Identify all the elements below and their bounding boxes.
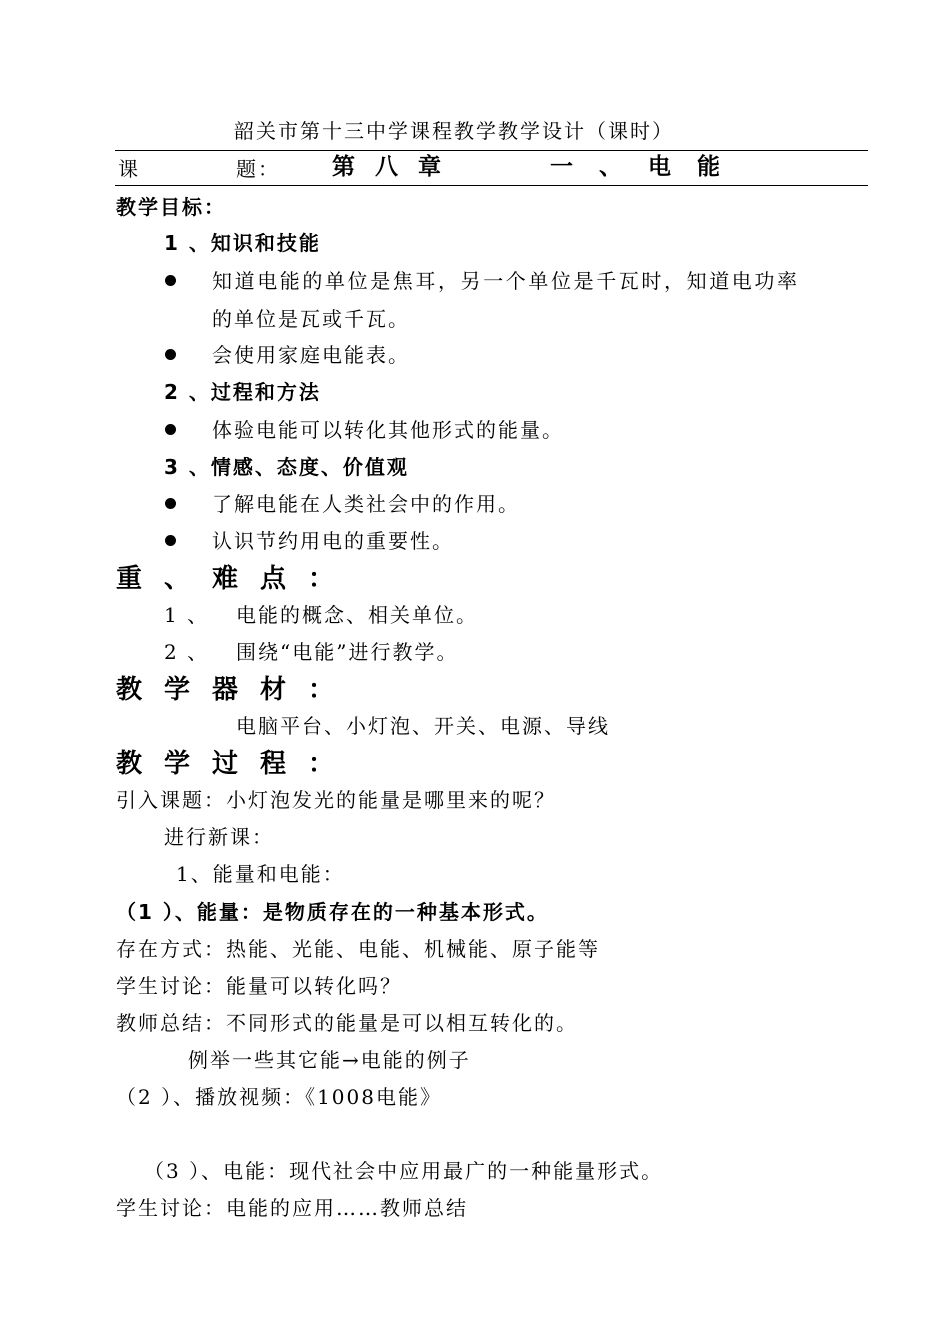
key-point-1-number: 1 、 [164,603,210,627]
key-points-heading: 重、难点： [116,564,357,594]
key-point-2-number: 2 、 [164,640,210,664]
objective-1-bullet-2: 会使用家庭电能表。 [212,343,410,367]
process-heading: 教学过程： [116,749,357,779]
topic-label-1: 课 [118,157,140,181]
process-sub-3: （3 ）、电能：现代社会中应用最广的一种能量形式。 [144,1159,664,1183]
bullet-icon [165,535,176,546]
objective-3-heading: 3 、情感、态度、价值观 [164,455,409,479]
process-sub-1: （1 ）、能量：是物质存在的一种基本形式。 [116,900,549,924]
process-intro: 引入课题：小灯泡发光的能量是哪里来的呢？ [116,788,556,812]
objective-3-bullet-2: 认识节约用电的重要性。 [212,529,454,553]
title-rule-top [115,150,868,151]
topic-label-2: 题： [236,157,280,181]
process-new-lesson: 进行新课： [164,825,274,849]
materials-heading: 教学器材： [116,675,357,705]
process-summary-1: 教师总结：不同形式的能量是可以相互转化的。 [116,1011,578,1035]
key-point-1: 电能的概念、相关单位。 [236,603,478,627]
objective-2-bullet-1: 体验电能可以转化其他形式的能量。 [212,418,564,442]
process-example: 例举一些其它能→电能的例子 [188,1048,471,1072]
bullet-icon [165,498,176,509]
objective-1-bullet-1-cont: 的单位是瓦或千瓦。 [212,307,410,331]
title-rule-bottom [115,185,868,186]
lesson-title: 一 、 电 能 [550,154,730,180]
objective-1-bullet-1: 知道电能的单位是焦耳，另一个单位是千瓦时，知道电功率 [212,269,800,293]
process-section-1: 1、能量和电能： [176,862,345,886]
chapter-title: 第 八 章 [332,154,448,180]
bullet-icon [165,424,176,435]
process-sub-2: （2 ）、播放视频：《1008电能》 [116,1085,442,1109]
materials-list: 电脑平台、小灯泡、开关、电源、导线 [236,714,610,738]
key-point-2: 围绕“电能”进行教学。 [236,640,459,664]
process-forms: 存在方式：热能、光能、电能、机械能、原子能等 [116,937,600,961]
bullet-icon [165,349,176,360]
objective-3-bullet-1: 了解电能在人类社会中的作用。 [212,492,520,516]
objective-1-heading: 1 、知识和技能 [164,231,321,255]
bullet-icon [165,275,176,286]
process-discussion-1: 学生讨论：能量可以转化吗？ [116,974,402,998]
process-discussion-2: 学生讨论：电能的应用……教师总结 [116,1196,468,1220]
objective-2-heading: 2 、过程和方法 [164,380,321,404]
objectives-heading: 教学目标： [116,195,226,219]
document-title: 韶关市第十三中学课程教学教学设计（课时） [234,119,674,143]
